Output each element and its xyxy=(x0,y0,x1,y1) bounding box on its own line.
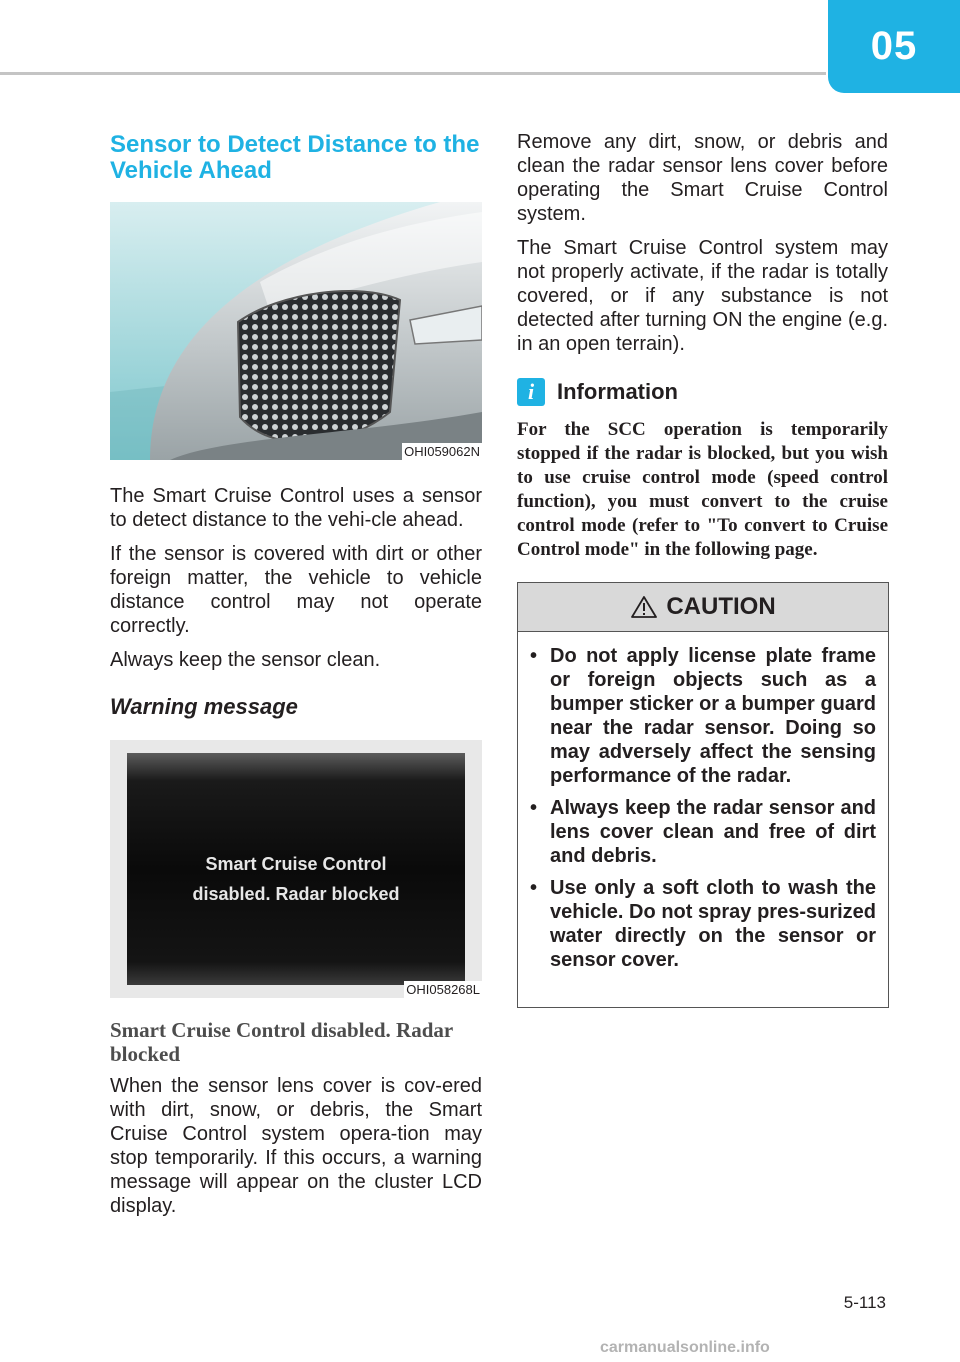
lcd-message-line: disabled. Radar blocked xyxy=(192,884,400,904)
lcd-image xyxy=(110,740,482,998)
caution-title: CAUTION xyxy=(666,593,776,620)
lcd-message-line: Smart Cruise Control xyxy=(205,854,387,874)
caution-item: • Use only a soft cloth to wash the vehicle. Do not spray pres-surized water directly on the sensor or sensor cover. xyxy=(530,876,876,972)
information-header xyxy=(517,378,888,406)
caution-list xyxy=(518,644,888,972)
information-text: For the SCC operation is temporarily stopped if the radar is blocked, but you wish to use cruise control mode (speed control function), you must convert to the cruise control mode (refer to "To convert to Cruise Control mode" in the following page. xyxy=(517,419,888,560)
paragraph: The Smart Cruise Control system may not properly activate, if the radar is totally covered, or if any substance is not detected after turning ON the engine (e.g. in an open terrain). xyxy=(517,237,888,355)
paragraph: When the sensor lens cover is cov-ered with dirt, snow, or debris, the Smart Cruise Control system opera-tion may stop temporarily. If this occurs, a warning message will appear on the cluster LCD display. xyxy=(110,1075,482,1217)
section-title: Sensor to Detect Distance to the Vehicle Ahead xyxy=(110,131,480,184)
page-number: 5-113 xyxy=(843,1293,886,1312)
subsection-title: Warning message xyxy=(110,694,298,719)
paragraph: If the sensor is covered with dirt or other foreign matter, the vehicle to vehicle distance control may not operate correctly. xyxy=(110,543,482,637)
figure-code: OHI058268L xyxy=(406,982,480,997)
right-column xyxy=(517,130,888,1008)
caution-item: • Always keep the radar sensor and lens cover clean and free of dirt and debris. xyxy=(530,796,876,868)
header-rule xyxy=(0,72,826,75)
cluster-lcd-display xyxy=(127,753,465,985)
figure-code: OHI059062N xyxy=(404,444,480,459)
chapter-tab: 05 xyxy=(828,0,960,93)
left-column xyxy=(110,130,482,1228)
info-icon: i xyxy=(517,378,545,406)
caution-box xyxy=(517,582,889,1008)
watermark: carmanualsonline.info xyxy=(600,1339,770,1356)
information-title: Information xyxy=(557,379,678,404)
paragraph: Remove any dirt, snow, or debris and clean the radar sensor lens cover before operating the Smart Cruise Control system. xyxy=(517,131,888,225)
paragraph: Always keep the sensor clean. xyxy=(110,649,381,671)
warning-triangle-icon xyxy=(630,595,658,619)
car-front-illustration xyxy=(110,202,482,460)
caution-header xyxy=(518,583,888,632)
message-heading: Smart Cruise Control disabled. Radar blocked xyxy=(110,1018,453,1066)
caution-item: • Do not apply license plate frame or foreign objects such as a bumper sticker or a bumper guard near the radar sensor. Doing so may adversely affect the sensing performance of the radar. xyxy=(530,644,876,788)
paragraph: The Smart Cruise Control uses a sensor to detect distance to the vehi-cle ahead. xyxy=(110,485,482,531)
car-front-image xyxy=(110,202,482,460)
